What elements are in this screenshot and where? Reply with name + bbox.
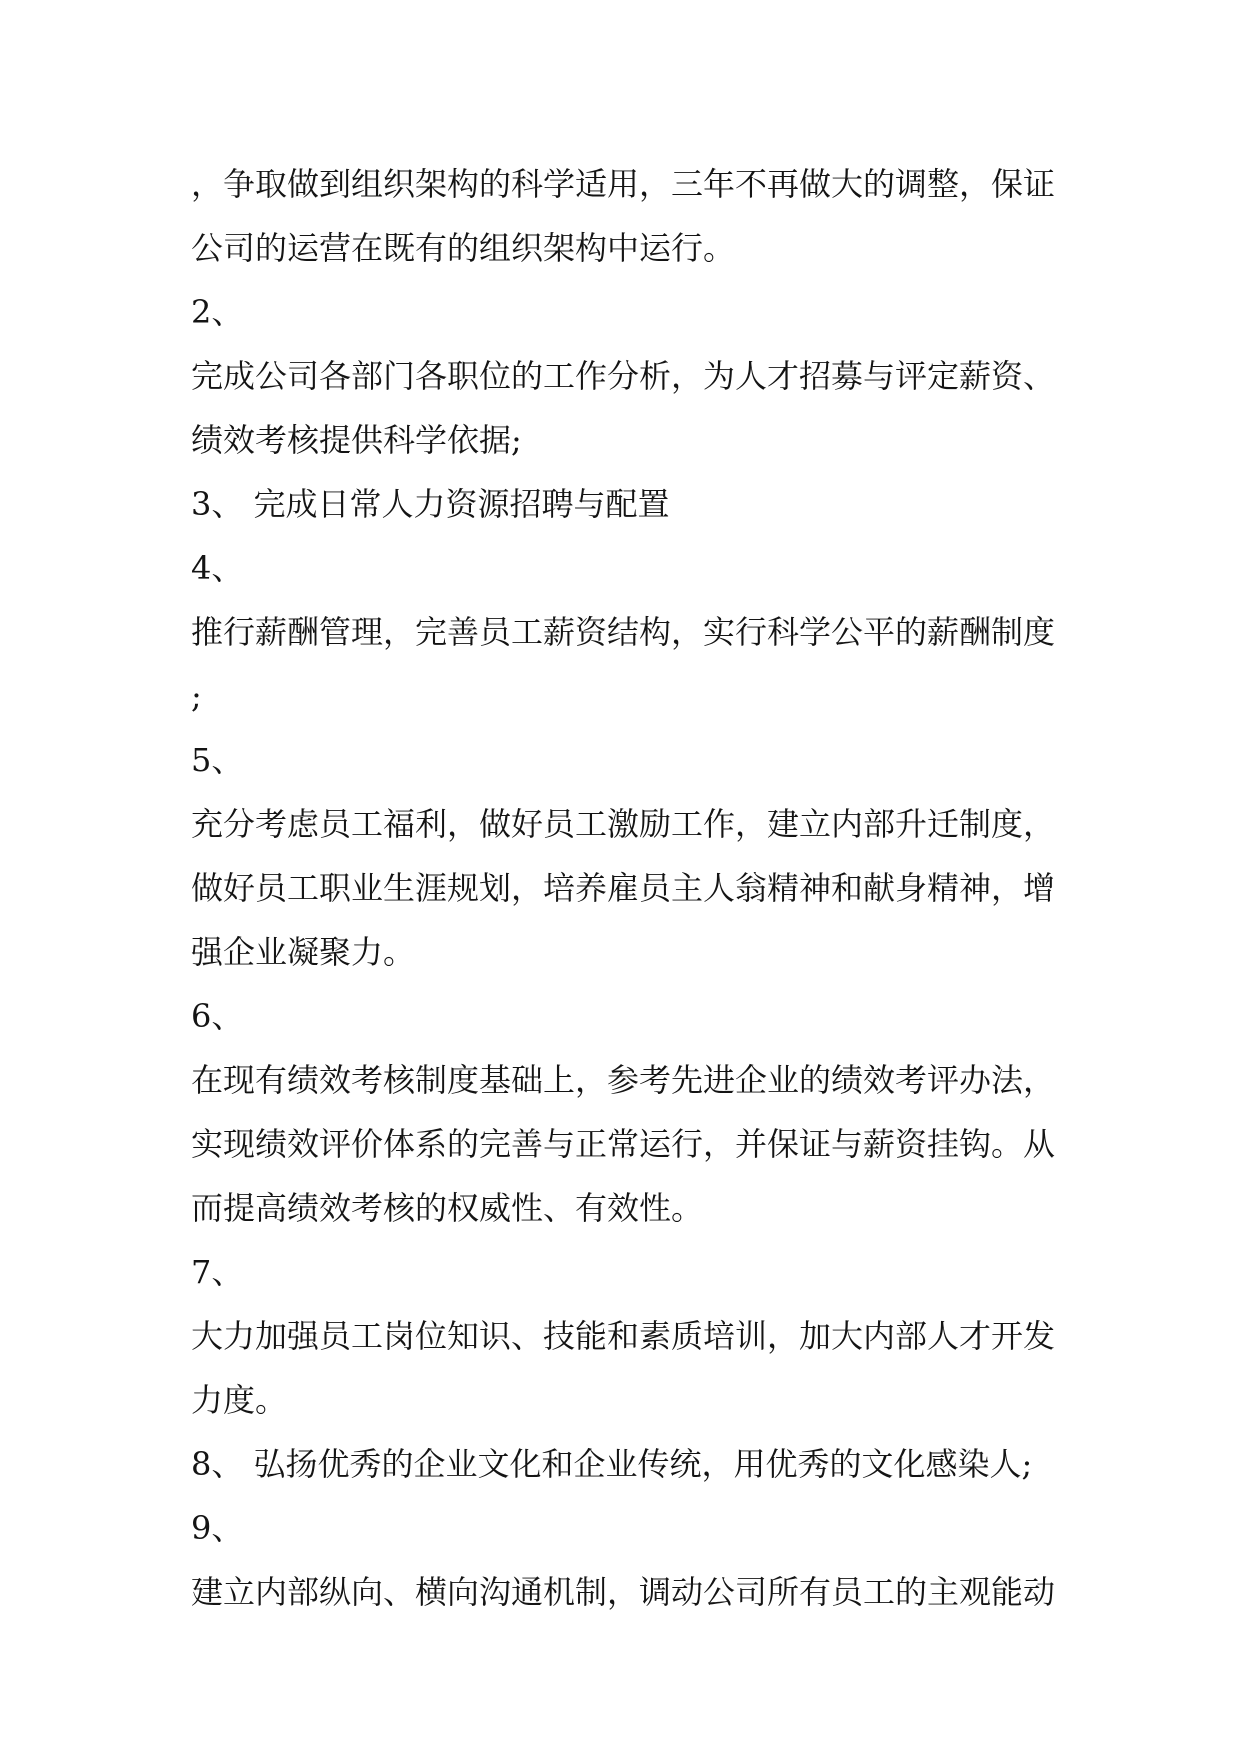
list-item-number: 4、 — [191, 549, 244, 587]
text-line: 而提高绩效考核的权威性、有效性。 — [191, 1189, 704, 1227]
list-item-number: 9、 — [191, 1509, 244, 1547]
text-line: 绩效考核提供科学依据; — [191, 421, 522, 459]
text-line: 强企业凝聚力。 — [191, 933, 416, 971]
text-line: 公司的运营在既有的组织架构中运行。 — [191, 229, 736, 267]
text-line: 在现有绩效考核制度基础上，参考先进企业的绩效考评办法， — [191, 1061, 1056, 1099]
text-line: ; — [191, 677, 202, 715]
list-item-number: 2、 — [191, 293, 244, 331]
text-line: 充分考虑员工福利，做好员工激励工作，建立内部升迁制度， — [191, 805, 1056, 843]
text-line: 实现绩效评价体系的完善与正常运行，并保证与薪资挂钩。从 — [191, 1125, 1056, 1163]
text-line: 推行薪酬管理，完善员工薪资结构，实行科学公平的薪酬制度 — [191, 613, 1056, 651]
text-line: 建立内部纵向、横向沟通机制，调动公司所有员工的主观能动 — [191, 1573, 1056, 1611]
list-item: 8、 弘扬优秀的企业文化和企业传统，用优秀的文化感染人; — [191, 1445, 1033, 1483]
text-line: 完成公司各部门各职位的工作分析，为人才招募与评定薪资、 — [191, 357, 1056, 395]
list-item-number: 7、 — [191, 1253, 244, 1291]
text-line: 力度。 — [191, 1381, 288, 1419]
list-item-number: 5、 — [191, 741, 244, 779]
text-line: ，争取做到组织架构的科学适用，三年不再做大的调整，保证 — [191, 165, 1056, 203]
list-item-number: 6、 — [191, 997, 244, 1035]
list-item: 3、 完成日常人力资源招聘与配置 — [191, 485, 670, 523]
text-line: 做好员工职业生涯规划，培养雇员主人翁精神和献身精神，增 — [191, 869, 1056, 907]
text-line: 大力加强员工岗位知识、技能和素质培训，加大内部人才开发 — [191, 1317, 1056, 1355]
